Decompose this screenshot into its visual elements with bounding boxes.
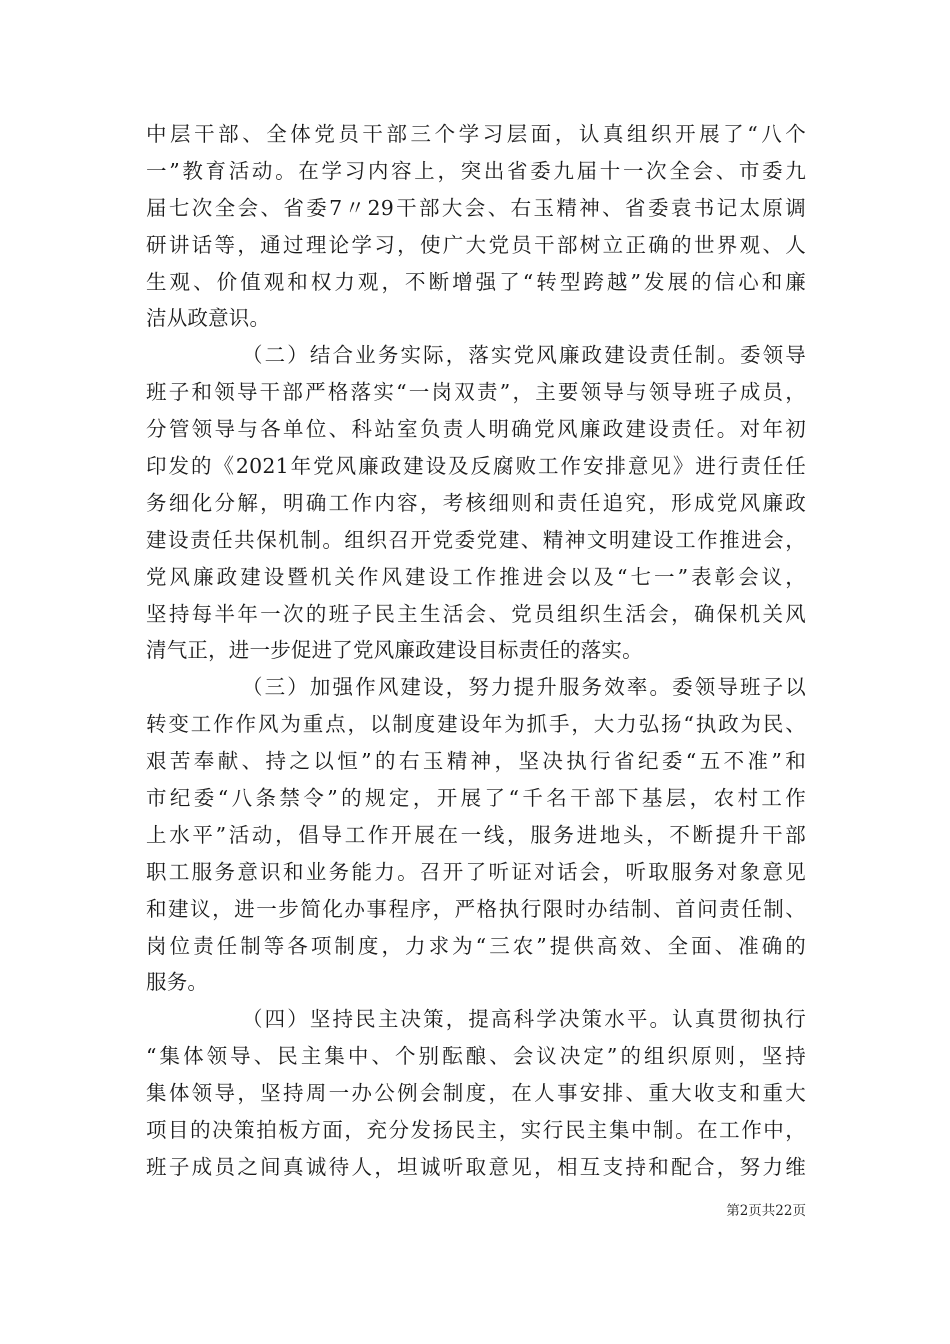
- text-line: 研讲话等，通过理论学习，使广大党员干部树立正确的世界观、人: [146, 232, 806, 257]
- text-line: 中层干部、全体党员干部三个学习层面，认真组织开展了“八个: [146, 122, 806, 146]
- text-line: 服务。: [146, 970, 209, 995]
- text-line: 清气正，进一步促进了党风廉政建设目标责任的落实。: [146, 638, 643, 663]
- text-line: 集体领导，坚持周一办公例会制度，在人事安排、重大收支和重大: [146, 1081, 806, 1106]
- text-line: 职工服务意识和业务能力。召开了听证对话会，听取服务对象意见: [146, 859, 806, 884]
- text-line: 上水平”活动，倡导工作开展在一线，服务进地头，不断提升干部: [146, 822, 806, 847]
- paragraph-4: [146, 1001, 806, 1185]
- text-line: 岗位责任制等各项制度，力求为“三农”提供高效、全面、准确的: [146, 933, 806, 958]
- text-line: 生观、价值观和权力观，不断增强了“转型跨越”发展的信心和廉: [146, 269, 806, 294]
- text-line: 分管领导与各单位、科站室负责人明确党风廉政建设责任。对年初: [146, 417, 806, 442]
- text-line: 班子和领导干部严格落实“一岗双责”，主要领导与领导班子成员，: [146, 380, 806, 405]
- text-line: 洁从政意识。: [146, 306, 271, 331]
- section-heading-line: （二）结合业务实际，落实党风廉政建设责任制。委领导: [242, 343, 806, 368]
- text-line: 坚持每半年一次的班子民主生活会、党员组织生活会，确保机关风: [146, 601, 806, 626]
- text-line: 一”教育活动。在学习内容上，突出省委九届十一次全会、市委九: [146, 158, 806, 183]
- paragraph-3: [146, 669, 806, 1001]
- text-line: 艰苦奉献、持之以恒”的右玉精神，坚决执行省纪委“五不准”和: [146, 749, 806, 774]
- text-line: 届七次全会、省委7〃29干部大会、右玉精神、省委袁书记太原调: [146, 195, 806, 220]
- text-line: 党风廉政建设暨机关作风建设工作推进会以及“七一”表彰会议，: [146, 564, 806, 589]
- section-heading-line: （三）加强作风建设，努力提升服务效率。委领导班子以: [242, 675, 806, 700]
- text-line: “集体领导、民主集中、个别酝酿、会议决定”的组织原则，坚持: [146, 1044, 806, 1069]
- document-body: [146, 116, 806, 1186]
- section-heading-line: （四）坚持民主决策，提高科学决策水平。认真贯彻执行: [242, 1007, 806, 1032]
- text-line: 印发的《2021年党风廉政建设及反腐败工作安排意见》进行责任任: [146, 454, 806, 479]
- page-number-footer: 第2页共22页: [726, 1203, 806, 1219]
- paragraph-2: [146, 337, 806, 669]
- text-line: 和建议，进一步简化办事程序，严格执行限时办结制、首问责任制、: [146, 896, 806, 921]
- text-line: 市纪委“八条禁令”的规定，开展了“千名干部下基层，农村工作: [146, 786, 806, 811]
- text-line: 班子成员之间真诚待人，坦诚听取意见，相互支持和配合，努力维: [146, 1154, 806, 1179]
- text-line: 务细化分解，明确工作内容，考核细则和责任追究，形成党风廉政: [146, 490, 806, 515]
- paragraph-1: [146, 116, 806, 337]
- text-line: 建设责任共保机制。组织召开党委党建、精神文明建设工作推进会，: [146, 527, 806, 552]
- text-line: 项目的决策拍板方面，充分发扬民主，实行民主集中制。在工作中，: [146, 1118, 806, 1143]
- text-line: 转变工作作风为重点，以制度建设年为抓手，大力弘扬“执政为民、: [146, 712, 806, 737]
